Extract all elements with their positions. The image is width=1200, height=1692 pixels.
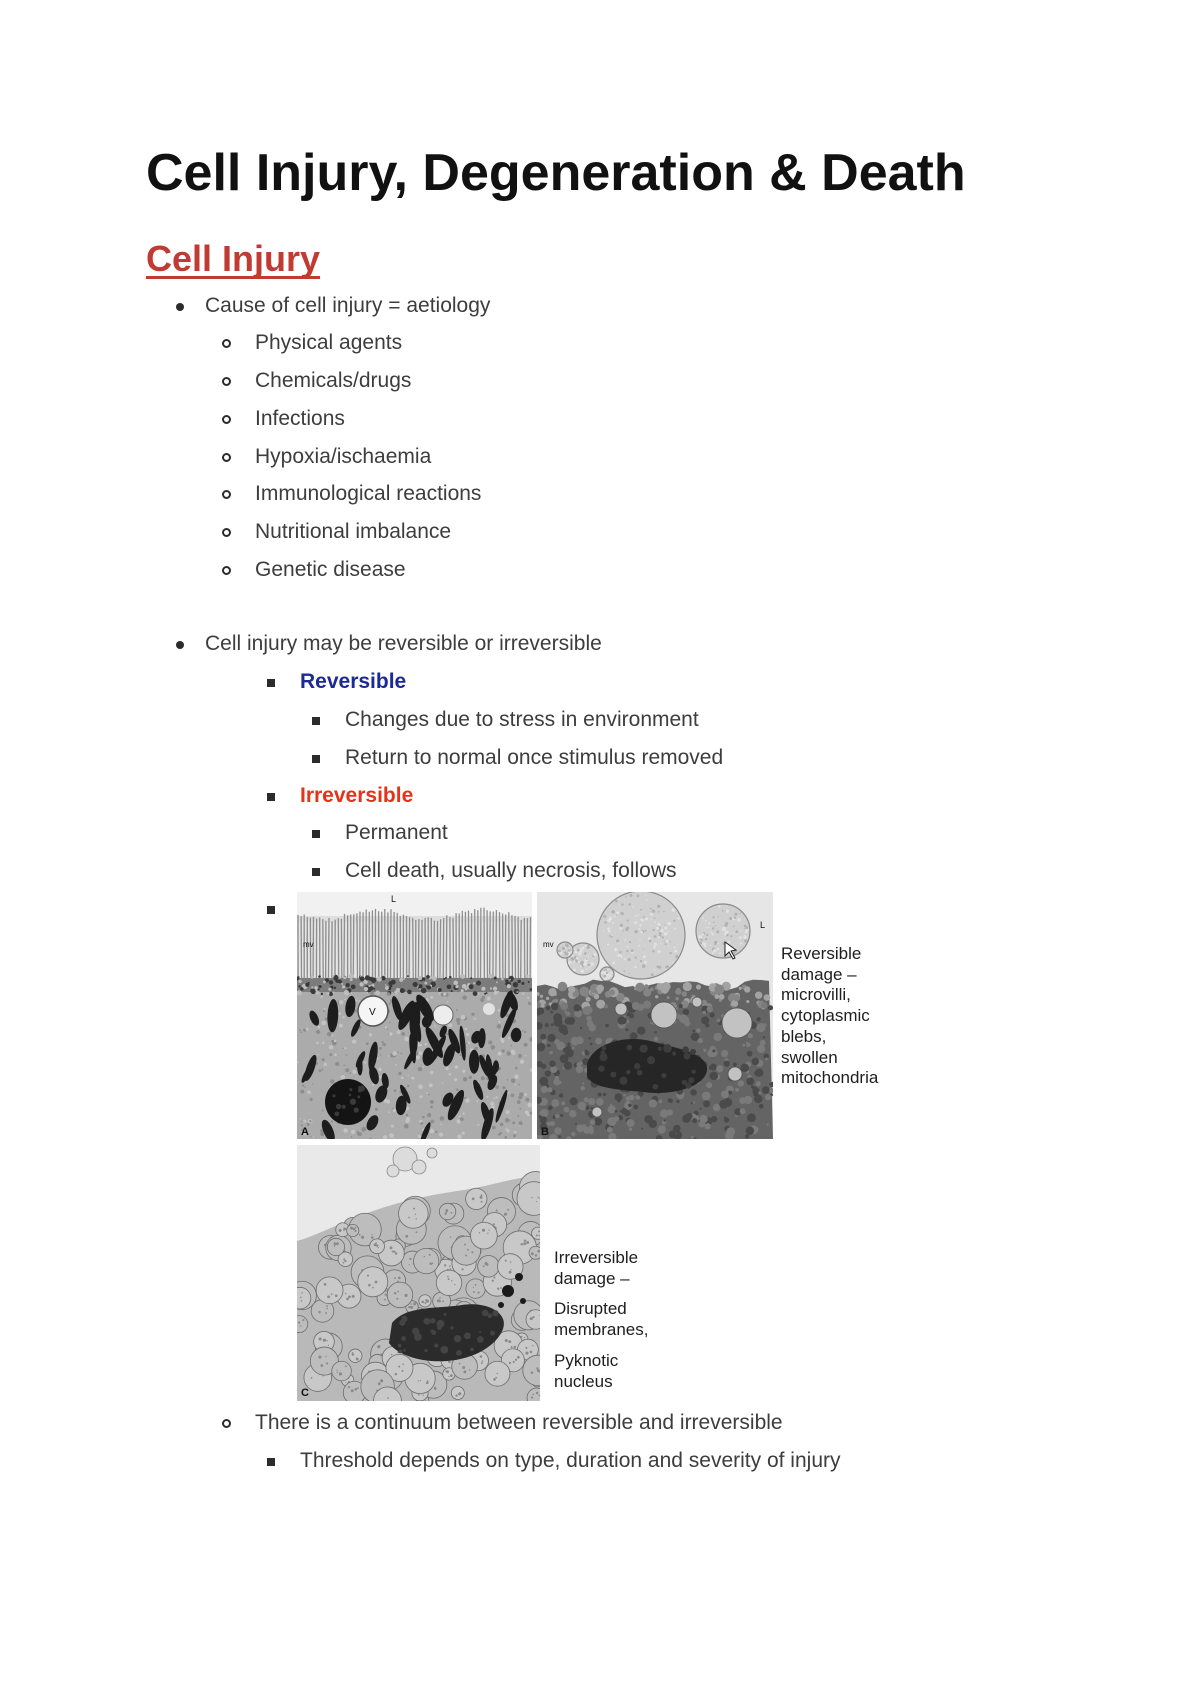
bullet-circle-icon (222, 1419, 231, 1428)
list-item-text: Nutritional imbalance (255, 520, 452, 543)
electron-micrograph-figure (297, 892, 887, 1402)
list-item-text: Return to normal once stimulus removed (345, 746, 724, 769)
panel-b-microvilli-label: mv (543, 940, 554, 949)
panel-a-letter: A (301, 1126, 309, 1138)
list-item-continuum (255, 1410, 783, 1435)
list-item-cause (255, 519, 451, 544)
bullet-square-icon (267, 1458, 275, 1466)
bullet-square-icon (267, 793, 275, 801)
bullet-circle-icon (222, 453, 231, 462)
caption-line: Irreversible damage – (554, 1248, 639, 1288)
bullet-square-icon (267, 906, 275, 914)
caption-line: Pyknotic nucleus (554, 1350, 619, 1391)
list-item-reversible-point (345, 745, 723, 770)
list-item-cause (255, 330, 402, 355)
list-item-text: Genetic disease (255, 558, 406, 581)
bullet-dot-icon (176, 303, 184, 311)
micrograph-panel-b (537, 892, 773, 1139)
panel-a-microvilli-label: mv (303, 940, 314, 949)
bullet-square-icon (267, 679, 275, 687)
list-item-cause (255, 444, 431, 469)
irreversible-label: Irreversible (300, 784, 414, 807)
panel-b-lumen-label: L (760, 920, 766, 930)
panel-b-letter: B (541, 1126, 549, 1138)
list-item-text: Cause of cell injury = aetiology (205, 294, 491, 317)
list-item-text: Permanent (345, 821, 448, 844)
bullet-circle-icon (222, 339, 231, 348)
micrograph-c-image (297, 1145, 540, 1401)
list-item-cause (255, 557, 406, 582)
list-item-text: Threshold depends on type, duration and severity of injury (300, 1449, 841, 1472)
panel-a-lumen-label: L (391, 894, 397, 904)
list-item-aetiology (205, 293, 490, 318)
bullet-square-icon (312, 755, 320, 763)
bullet-circle-icon (222, 377, 231, 386)
list-item-reversible (300, 669, 406, 694)
panel-c-letter: C (301, 1387, 309, 1399)
list-item-irreversible-point (345, 858, 677, 883)
list-item-text: Cell death, usually necrosis, follows (345, 859, 677, 882)
list-item-text: Changes due to stress in environment (345, 708, 699, 731)
list-item-threshold (300, 1448, 841, 1473)
reversible-label: Reversible (300, 670, 407, 693)
bullet-circle-icon (222, 566, 231, 575)
bullet-dot-icon (176, 641, 184, 649)
list-item-text: Physical agents (255, 331, 403, 354)
list-item-text: Cell injury may be reversible or irreversible (205, 632, 602, 655)
list-item-text: Chemicals/drugs (255, 369, 412, 392)
bullet-square-icon (312, 830, 320, 838)
list-item-cause (255, 368, 411, 393)
bullet-circle-icon (222, 490, 231, 499)
bullet-square-icon (312, 868, 320, 876)
list-item-irreversible-point (345, 820, 448, 845)
reversible-damage-caption: Reversible damage – microvilli, cytoplasmic blebs, swollen mitochondria (781, 944, 879, 1088)
list-item-text: There is a continuum between reversible and irreversible (255, 1411, 783, 1434)
panel-a-vacuole-label: V (369, 1007, 376, 1018)
caption-line: Disrupted membranes, (554, 1299, 649, 1340)
list-item-cause (255, 481, 481, 506)
list-item-text: Hypoxia/ischaemia (255, 445, 432, 468)
bullet-circle-icon (222, 415, 231, 424)
section-heading-cell-injury: Cell Injury (146, 238, 321, 279)
micrograph-panel-a (297, 892, 532, 1139)
list-item-cause (255, 406, 345, 431)
micrograph-panel-c (297, 1145, 540, 1401)
list-item-irreversible (300, 783, 413, 808)
irreversible-damage-caption (554, 1248, 656, 1402)
list-item-reversible-point (345, 707, 699, 732)
list-item-text: Infections (255, 407, 345, 430)
micrograph-a-image (297, 892, 532, 1139)
micrograph-b-image (537, 892, 773, 1139)
bullet-square-icon (312, 717, 320, 725)
page-title: Cell Injury, Degeneration & Death (146, 144, 966, 202)
list-item-reversibility (205, 631, 602, 656)
list-item-text: Immunological reactions (255, 482, 482, 505)
bullet-circle-icon (222, 528, 231, 537)
